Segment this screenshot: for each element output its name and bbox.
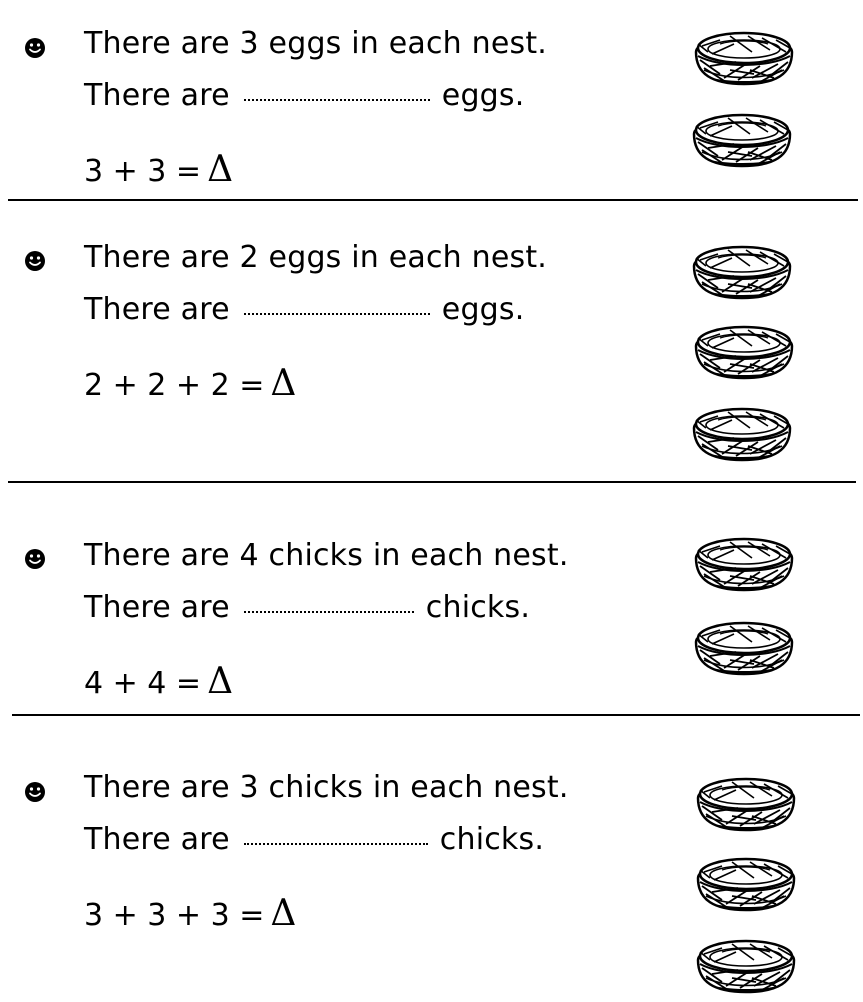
smiley-face-icon — [24, 250, 46, 272]
smiley-face-icon — [24, 781, 46, 803]
answer-prompt — [84, 590, 530, 626]
answer-blank[interactable] — [244, 93, 430, 101]
prompt-prefix: There are — [84, 78, 230, 113]
nest-icon — [692, 930, 800, 996]
equation — [84, 150, 233, 192]
problem-sentence: There are 3 chicks in each nest. — [84, 770, 569, 805]
equation-text: 2 + 2 + 2 = — [84, 368, 265, 403]
prompt-suffix: chicks. — [425, 590, 531, 625]
divider — [8, 199, 858, 201]
prompt-prefix: There are — [84, 590, 230, 625]
triangle-answer-symbol[interactable]: Δ — [270, 363, 297, 404]
answer-prompt — [84, 78, 525, 114]
nest-icon — [688, 104, 796, 170]
nest-icon — [688, 398, 796, 464]
prompt-suffix: eggs. — [441, 292, 525, 327]
smiley-face-icon — [24, 548, 46, 570]
nest-icon — [690, 316, 798, 382]
nest-icon — [692, 848, 800, 914]
equation-text: 4 + 4 = — [84, 666, 202, 701]
nest-icon — [692, 768, 800, 834]
answer-blank[interactable] — [244, 307, 430, 315]
nest-icon — [690, 528, 798, 594]
equation — [84, 662, 233, 704]
equation-text: 3 + 3 + 3 = — [84, 898, 265, 933]
divider — [12, 714, 860, 716]
smiley-face-icon — [24, 37, 46, 59]
answer-blank[interactable] — [244, 837, 428, 845]
prompt-suffix: chicks. — [439, 822, 545, 857]
triangle-answer-symbol[interactable]: Δ — [207, 149, 234, 190]
equation — [84, 894, 296, 936]
prompt-suffix: eggs. — [441, 78, 525, 113]
equation-text: 3 + 3 = — [84, 154, 202, 189]
answer-prompt — [84, 292, 525, 328]
triangle-answer-symbol[interactable]: Δ — [270, 893, 297, 934]
problem-sentence: There are 3 eggs in each nest. — [84, 26, 548, 61]
problem-sentence: There are 4 chicks in each nest. — [84, 538, 569, 573]
nest-icon — [690, 22, 798, 88]
prompt-prefix: There are — [84, 292, 230, 327]
nest-icon — [690, 612, 798, 678]
equation — [84, 364, 296, 406]
problem-sentence: There are 2 eggs in each nest. — [84, 240, 548, 275]
triangle-answer-symbol[interactable]: Δ — [207, 661, 234, 702]
prompt-prefix: There are — [84, 822, 230, 857]
answer-blank[interactable] — [244, 605, 414, 613]
divider — [8, 481, 856, 483]
answer-prompt — [84, 822, 544, 858]
nest-icon — [688, 236, 796, 302]
